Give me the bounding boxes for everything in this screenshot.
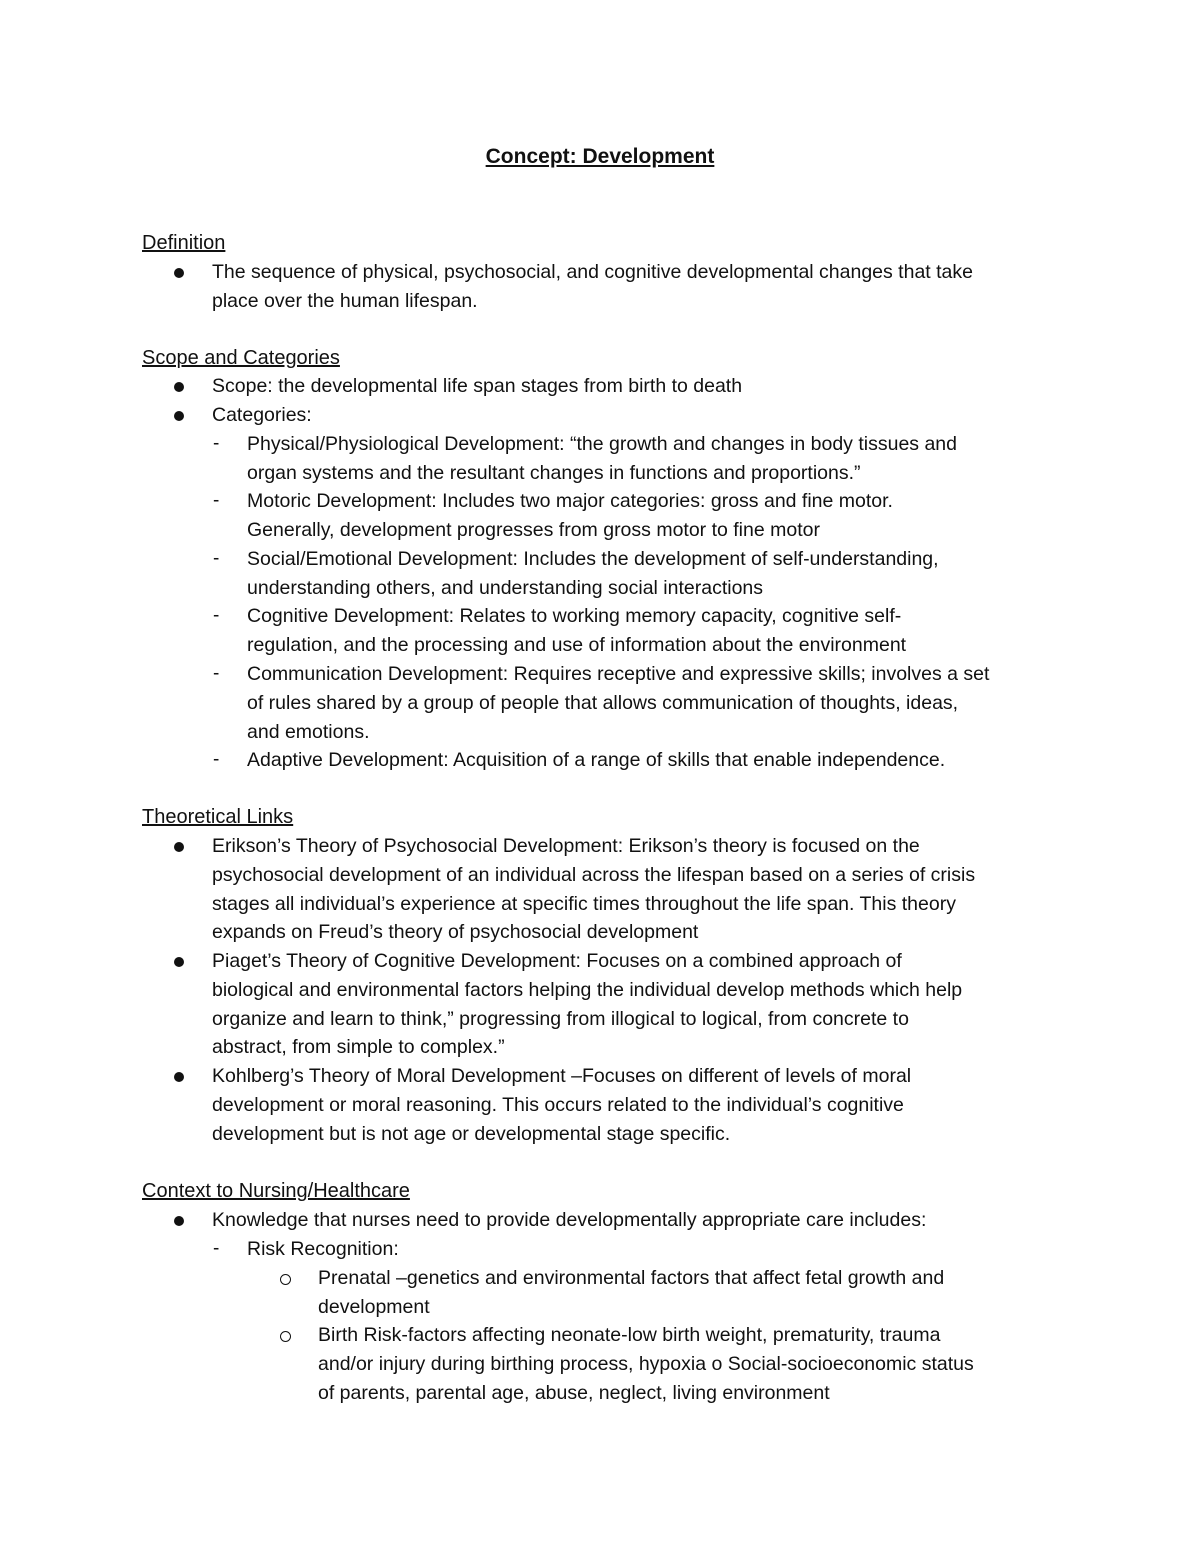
bullet-icon — [174, 411, 184, 421]
sub-list-item: Physical/Physiological Development: “the growth and changes in body tissues and organ systems and the resultant changes in functions and proportions.” — [247, 433, 957, 484]
sub-list-item: Adaptive Development: Acquisition of a range of skills that enable independence. — [247, 749, 946, 771]
list-item: The sequence of physical, psychosocial, and cognitive developmental changes that take place over the human lifespan. — [212, 261, 973, 312]
sub-list-item: Risk Recognition: — [247, 1238, 399, 1260]
list-item: Scope: the developmental life span stages from birth to death — [212, 375, 743, 397]
section-heading-scope: Scope and Categories — [142, 347, 340, 369]
bullet-icon — [174, 382, 184, 392]
sub-sub-list-item: Prenatal –genetics and environmental factors that affect fetal growth and development — [318, 1267, 945, 1318]
dash-icon: - — [213, 1238, 220, 1259]
sub-sub-list-item: Birth Risk-factors affecting neonate-low birth weight, prematurity, trauma and/or injury during birthing process, hypoxia o Social-socioeconomic status of parents, parental age, abuse, neglect, living environment — [318, 1324, 974, 1404]
dash-icon: - — [213, 490, 220, 511]
dash-icon: - — [213, 663, 220, 684]
circle-bullet-icon — [280, 1331, 291, 1342]
bullet-icon — [174, 268, 184, 278]
page-title: Concept: Development — [485, 145, 715, 168]
section-heading-theory: Theoretical Links — [142, 806, 294, 828]
bullet-icon — [174, 957, 184, 967]
dash-icon: - — [213, 433, 220, 454]
sub-list-item: Cognitive Development: Relates to working memory capacity, cognitive self- regulation, and the processing and use of information about the environment — [247, 605, 907, 656]
dash-icon: - — [213, 605, 220, 626]
circle-bullet-icon — [280, 1274, 291, 1285]
list-item: Piaget’s Theory of Cognitive Development: Focuses on a combined approach of biological and environmental factors helping the individual develop methods which help organize and learn to think,” progressing from illogical to logical, from concrete to abstract, from simple to complex.” — [212, 950, 963, 1059]
bullet-icon — [174, 1072, 184, 1082]
list-item: Erikson’s Theory of Psychosocial Development: Erikson’s theory is focused on the psychosocial development of an individual across the lifespan based on a series of crisis stages all individual’s experience at specific times throughout the life span. This theory expands on Freud’s theory of psychosocial development — [212, 835, 976, 944]
bullet-icon — [174, 842, 184, 852]
section-heading-context: Context to Nursing/Healthcare — [142, 1180, 410, 1202]
sub-list-item: Communication Development: Requires receptive and expressive skills; involves a set of rules shared by a group of people that allows communication of thoughts, ideas, and emotions. — [247, 663, 990, 743]
sub-list-item: Motoric Development: Includes two major categories: gross and fine motor. Generally, development progresses from gross motor to fine motor — [247, 490, 893, 541]
list-item: Kohlberg’s Theory of Moral Development –Focuses on different of levels of moral development or moral reasoning. This occurs related to the individual’s cognitive development but is not age or developmental stage specific. — [212, 1065, 912, 1145]
sub-list-item: Social/Emotional Development: Includes the development of self-understanding, understanding others, and understanding social interactions — [247, 548, 939, 599]
dash-icon: - — [213, 749, 220, 770]
dash-icon: - — [213, 548, 220, 569]
bullet-icon — [174, 1216, 184, 1226]
section-heading-definition: Definition — [142, 232, 226, 254]
list-item: Categories: — [212, 404, 312, 426]
list-item: Knowledge that nurses need to provide developmentally appropriate care includes: — [212, 1209, 927, 1231]
